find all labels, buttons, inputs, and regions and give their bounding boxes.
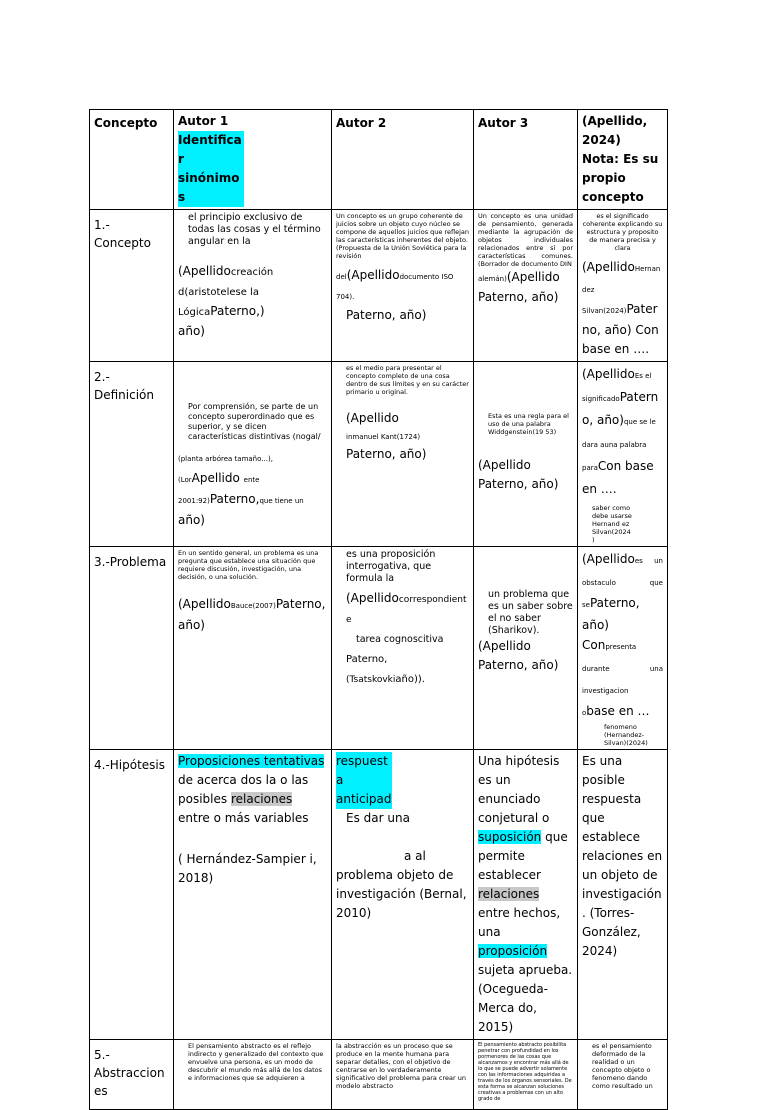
concept-label: 2.-Definición bbox=[94, 370, 154, 402]
autor2-text: es el medio para presentar el concepto completo de una cosa dentro de sus límites y en su carácter primario u original. bbox=[346, 364, 469, 396]
autor2-cell bbox=[332, 547, 474, 750]
autor2-cell bbox=[332, 750, 474, 1040]
citation-small: (Lor bbox=[178, 476, 192, 484]
text-fragment: a al bbox=[404, 849, 426, 863]
autor2-cell bbox=[332, 210, 474, 362]
autor1-citation bbox=[178, 448, 327, 530]
autor3-cell bbox=[474, 547, 578, 750]
concept-cell bbox=[90, 210, 174, 362]
citation-small: (Tsatskovki bbox=[346, 675, 396, 685]
citation-part: Paterno, año) bbox=[178, 597, 326, 632]
autor1-cell bbox=[174, 362, 332, 547]
citation-part: Paterno, año) Con base en …. bbox=[582, 302, 659, 356]
text-fragment: acerca bbox=[196, 773, 237, 787]
citation-small: (planta arbórea tamaño...), bbox=[178, 455, 273, 463]
citation-part: base en … bbox=[586, 704, 650, 718]
autor1-citation bbox=[178, 595, 327, 635]
header-autor1-label: Autor 1 bbox=[178, 114, 229, 128]
concept-cell bbox=[90, 547, 174, 750]
citation-small: es un obstaculo que se bbox=[582, 557, 663, 609]
header-concepto-label: Concepto bbox=[94, 116, 158, 130]
citation-part: (Apellido bbox=[346, 268, 400, 282]
table-row bbox=[90, 547, 668, 750]
citation-part: (Apellido bbox=[178, 597, 231, 611]
concept-label: 1.- Concepto bbox=[94, 218, 151, 250]
citation-part: (Apellido bbox=[346, 591, 399, 605]
header-autor3-label: Autor 3 bbox=[478, 116, 529, 130]
own-cell bbox=[578, 362, 668, 547]
autor3-text-block bbox=[478, 752, 573, 1037]
header-autor2 bbox=[332, 110, 474, 210]
autor2-citation bbox=[336, 589, 469, 689]
header-concepto bbox=[90, 110, 174, 210]
text-fragment: problema objeto de investigación (Bernal, 2010) bbox=[336, 868, 467, 920]
own-text: es el significado coherente explicando su estructura y proposito de manera precisa y clara bbox=[582, 212, 663, 252]
text-fragment: Una hipótesis es un enunciado conjetural o bbox=[478, 754, 560, 825]
own-cell bbox=[578, 547, 668, 750]
own-text: Es una posible respuesta que establece relaciones en un objeto de investigación. (Torres-González, 2024) bbox=[582, 754, 663, 958]
citation-small: Bauce(2007) bbox=[230, 602, 276, 610]
autor1-text: En un sentido general, un problema es una pregunta que establece una situación que requiere discusión, investigación, una decisión, o una solución. bbox=[178, 549, 319, 581]
citation-part: tarea cognoscitiva bbox=[356, 634, 444, 645]
autor2-text-block bbox=[336, 752, 469, 923]
citation-part: Paterno, bbox=[209, 492, 260, 506]
highlight-proposiciones: Proposiciones tentativas bbox=[178, 754, 325, 768]
citation-part: (Apellido Paterno, año) bbox=[478, 458, 559, 491]
text-fragment: la o las posibles bbox=[178, 773, 309, 806]
concept-cell bbox=[90, 362, 174, 547]
citation-part: Paterno, año) Con bbox=[582, 596, 640, 652]
citation-part: año) bbox=[178, 324, 205, 338]
autor1-text: el principio exclusivo de todas las cosas y el término angular en la bbox=[188, 212, 321, 247]
citation-part: Paterno,) bbox=[210, 304, 265, 318]
citation-part: (Apellido bbox=[178, 264, 231, 278]
table-row bbox=[90, 362, 668, 547]
citation-small: del bbox=[336, 273, 347, 281]
highlight-respuesta: respuesta anticipad bbox=[336, 752, 392, 809]
table-row bbox=[90, 210, 668, 362]
autor2-cell bbox=[332, 1040, 474, 1110]
concept-table bbox=[89, 109, 668, 1110]
citation-small: alemán) bbox=[478, 275, 507, 283]
table-header-row bbox=[90, 110, 668, 210]
autor3-cell bbox=[474, 210, 578, 362]
citation-part: (Apellido Paterno, año) bbox=[478, 639, 559, 672]
header-autor1-note: Identificar sinónimos bbox=[178, 131, 244, 207]
header-own bbox=[578, 110, 668, 210]
autor2-text: la abstracción es un proceso que se produce en la mente humana para separar detalles, con el objetivo de centrarse en lo verdaderamente significativo del problema para crear un modelo abstracto bbox=[336, 1042, 466, 1090]
own-citation bbox=[582, 364, 663, 500]
autor3-text: un problema que es un saber sobre el no saber (Sharikov). bbox=[488, 589, 573, 636]
concept-label: 4.-Hipótesis bbox=[94, 758, 166, 772]
autor1-citation bbox=[178, 262, 327, 341]
own-text: saber como debe usarse Hernand ez Silvan(2024) bbox=[592, 504, 632, 544]
text-fragment: entre bbox=[178, 811, 210, 825]
citation-small: Hernandez Silvan(2024) bbox=[582, 265, 661, 315]
citation-part: Paterno, año) bbox=[582, 390, 659, 427]
text-fragment: de bbox=[178, 773, 193, 787]
citation-part: Paterno, año) bbox=[346, 447, 427, 461]
citation-small: que tiene un bbox=[259, 497, 304, 505]
text-fragment: sujeta aprueba. (Ocegueda-Merca do, 2015) bbox=[478, 963, 573, 1034]
citation-part: (Apellido bbox=[582, 552, 635, 566]
citation-part: (Apellido Paterno, año) bbox=[478, 270, 560, 304]
text-fragment: Es dar una bbox=[346, 811, 410, 825]
text-fragment: dos bbox=[240, 773, 262, 787]
autor3-text: Un concepto es una unidad de pensamiento, generada mediante la agrupación de objetos individuales relacionados entre sí por características comunes. (Borrador de documento DIN bbox=[478, 212, 573, 268]
highlight-proposicion: proposición bbox=[478, 944, 548, 958]
concept-label: 3.-Problema bbox=[94, 555, 167, 569]
autor1-text-block bbox=[178, 752, 327, 828]
highlight-suposicion: suposición bbox=[478, 830, 542, 844]
citation-part: Paterno, año) bbox=[346, 308, 427, 322]
own-citation bbox=[582, 549, 663, 723]
own-text: es el pensamiento deformado de la realidad o un concepto objeto o fenomeno dando como resultado un bbox=[592, 1042, 653, 1090]
autor1-citation bbox=[178, 850, 327, 888]
autor1-cell bbox=[174, 1040, 332, 1110]
citation-small: ente 2001:92) bbox=[178, 476, 260, 505]
citation-part: (Apellido bbox=[346, 411, 399, 425]
autor3-citation bbox=[478, 637, 573, 675]
citation-small: documento ISO 704). bbox=[336, 273, 454, 301]
citation-small: creación d(aristotelese la Lógica bbox=[178, 267, 274, 318]
autor3-text: El pensamiento abstracto posibilita penetrar con profundidad en los pormenores de las cosas que alcanzamos y encontrar más allá de lo que se puede advertir solamente con las informaciones adquiridas a través de los órganos sensoriales. De esta forma se alcanzan soluciones creativas a problemas con un alto grado de bbox=[478, 1042, 572, 1102]
citation-small: presenta durante una investigacion o bbox=[582, 643, 663, 717]
header-autor3 bbox=[474, 110, 578, 210]
citation-small: inmanuel Kant(1724) bbox=[346, 433, 421, 441]
autor2-citation bbox=[336, 266, 469, 324]
autor2-text: Un concepto es un grupo coherente de juicios sobre un objeto cuyo núcleo se compone de aquellos juicios que reflejan las características inherentes del objeto. (Propuesta de la Unión Soviética para la revisión bbox=[336, 212, 470, 260]
citation-part: año) bbox=[178, 513, 205, 527]
table-row bbox=[90, 750, 668, 1040]
own-citation bbox=[582, 258, 663, 359]
autor3-cell bbox=[474, 750, 578, 1040]
citation-part: Apellido bbox=[191, 471, 240, 485]
own-cell bbox=[578, 210, 668, 362]
highlight-relaciones: relaciones bbox=[478, 887, 540, 901]
autor1-cell bbox=[174, 750, 332, 1040]
citation-part: ( Hernández-Sampier i, 2018) bbox=[178, 852, 317, 885]
header-own-note: Nota: Es su propio concepto bbox=[582, 152, 659, 204]
autor3-citation bbox=[478, 268, 573, 306]
own-cell bbox=[578, 750, 668, 1040]
highlight-relaciones: relaciones bbox=[230, 792, 293, 806]
own-text: fenomeno (Hernandez-Silvan)(2024) bbox=[604, 723, 648, 747]
autor2-citation bbox=[336, 410, 469, 463]
header-autor1 bbox=[174, 110, 332, 210]
text-fragment: entre hechos, una bbox=[478, 906, 561, 939]
citation-part: Con base en …. bbox=[582, 459, 654, 496]
autor3-text: Esta es una regla para el uso de una palabra Widdgenstein(19 53) bbox=[488, 412, 569, 436]
citation-small: que se le dara auna palabra para bbox=[582, 418, 656, 472]
citation-small: correspondiente bbox=[346, 595, 467, 625]
autor1-cell bbox=[174, 547, 332, 750]
autor2-cell bbox=[332, 362, 474, 547]
citation-part: Paterno, bbox=[346, 654, 388, 665]
citation-small: Es el significado bbox=[582, 372, 652, 403]
text-fragment: o más variables bbox=[213, 811, 309, 825]
autor2-text: es una proposición interrogativa, que formula la bbox=[346, 549, 436, 584]
concept-cell bbox=[90, 750, 174, 1040]
concept-cell bbox=[90, 1040, 174, 1110]
own-cell bbox=[578, 1040, 668, 1110]
citation-part: (Apellido bbox=[582, 367, 635, 381]
header-autor2-label: Autor 2 bbox=[336, 116, 387, 130]
autor3-cell bbox=[474, 362, 578, 547]
concept-label: 5.- Abstracciones bbox=[94, 1048, 165, 1098]
citation-part: (Apellido bbox=[582, 260, 635, 274]
autor1-text: Por comprensión, se parte de un concepto superordinado que es superior, y se dicen características distintivas (nogal/ bbox=[188, 402, 321, 441]
autor3-citation bbox=[478, 456, 573, 494]
text-fragment: que permite establecer bbox=[478, 830, 568, 882]
autor3-cell bbox=[474, 1040, 578, 1110]
citation-part: año)). bbox=[395, 674, 425, 685]
autor1-text: El pensamiento abstracto es el reflejo indirecto y generalizado del contexto que envuelve una persona, es un modo de descubrir el mundo más allá de los datos e informaciones que se adquieren a bbox=[188, 1042, 324, 1082]
header-own-label: (Apellido, 2024) bbox=[582, 114, 648, 147]
autor1-cell bbox=[174, 210, 332, 362]
table-row bbox=[90, 1040, 668, 1110]
